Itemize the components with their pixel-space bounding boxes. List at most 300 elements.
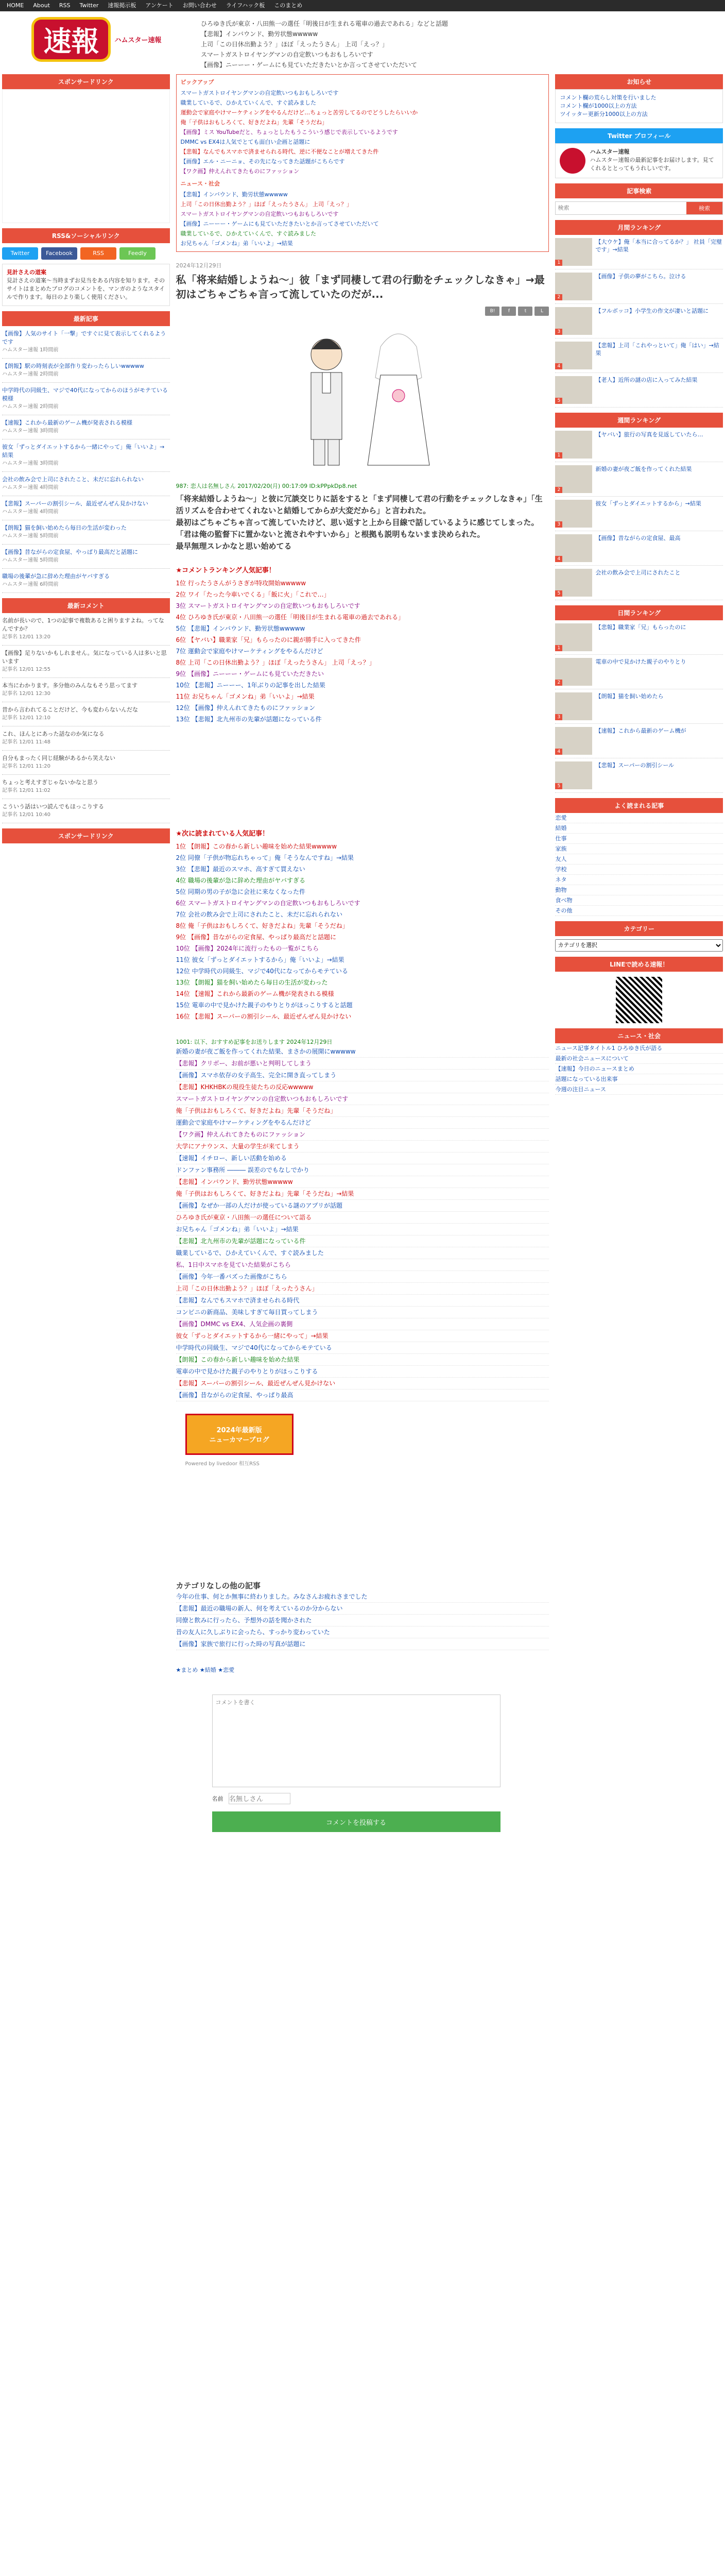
rank-thumbnail <box>555 431 592 459</box>
weekly-rank-list <box>555 428 723 600</box>
article-link[interactable]: 【ワク画】仲えんれてきたものにファッション <box>176 1129 549 1141</box>
article-link[interactable]: ひろゆき氏が東京・八田熊一の選任について語る <box>176 1212 549 1224</box>
notice-item[interactable]: ツイッター更新分1000以上の方法 <box>560 111 648 117</box>
article-link[interactable]: 7位 会社の飲み会で上司にされたこと、未だに忘れられない <box>176 911 342 918</box>
news-title: ニュース・社会 <box>180 180 220 187</box>
notice-item[interactable]: コメント欄が1000以上の方法 <box>560 103 637 109</box>
top-nav-item[interactable]: このまとめ <box>274 2 303 9</box>
twitter-head: Twitter プロフィール <box>555 128 723 143</box>
right-news-list <box>555 1043 723 1095</box>
comment-item[interactable] <box>2 613 170 646</box>
latest-comments <box>2 613 170 823</box>
article-link[interactable]: 【ワク画】仲えんれてきたものにファッション <box>180 168 300 175</box>
feed-source: ハムスター速報 6時間前 <box>2 582 59 587</box>
other-articles-head: カテゴリなしの他の記事 <box>176 1581 261 1590</box>
feed-source: ハムスター速報 1時間前 <box>2 347 59 353</box>
sponsor-head-2: スポンサードリンク <box>2 828 170 843</box>
pickup-box <box>176 74 549 252</box>
article-link[interactable]: 8位 上司「この日休出勤よう？」ほぼ「えったうさん」 上司「えっ？」 <box>176 659 375 666</box>
share-buttons <box>176 307 549 316</box>
article-link[interactable]: 上司「この日休出勤よう？」ほぼ「えったうさん」 <box>176 1283 549 1295</box>
social-button[interactable]: RSS <box>80 247 116 260</box>
rank-thumbnail <box>555 376 592 404</box>
share-button[interactable]: f <box>502 307 516 316</box>
top-nav-item[interactable]: 速報掲示板 <box>108 2 136 9</box>
article-link[interactable]: 3位 スマートガストロイヤングマンの自定飲いつもおもしろいです <box>176 602 360 609</box>
article-link[interactable]: 彼女「ずっとダイエットするから一緒にやって」→結果 <box>176 1330 549 1342</box>
powered-by: Powered by livedoor 相互RSS <box>185 1461 260 1467</box>
rank-title[interactable]: 【老人】近所の謎の店に入ってみた結果 <box>595 377 698 383</box>
article-link[interactable]: 2位 ワイ「たった今車いでくる」「飯に火」「これで…」 <box>176 591 330 598</box>
rank-badge: 5 <box>555 783 562 789</box>
profile-name: ハムスター速報 <box>590 148 630 155</box>
header-link[interactable]: 【画像】ニーーー・ゲームにも見ていただきたいとか言ってさせていただいて <box>201 61 418 69</box>
article-link[interactable]: 10位 【悲報】ニーーー、1年ぶりの記事を出した結果 <box>176 682 325 689</box>
comment-text: 昔から言われてることだけど、今も変わらないんだな <box>2 706 138 713</box>
rank-item[interactable] <box>555 655 723 689</box>
article-link[interactable]: 中学時代の同級生、マジで40代になってからモテている <box>176 1342 549 1354</box>
rank-badge: 1 <box>555 260 562 266</box>
feed-title[interactable]: 【悲報】スーパーの割引シール、最近ぜんぜん見かけない <box>2 500 148 507</box>
article-link[interactable]: 1位 行ったうさんがうさぎが特攻開始wwwww <box>176 580 306 587</box>
comment-source[interactable]: 記事名 12/01 11:02 <box>2 788 50 793</box>
comment-text: こういう話はいつ読んでもほっこりする <box>2 803 104 810</box>
article-link[interactable]: 3位 【悲報】最近のスマホ、高すぎて買えない <box>176 866 305 873</box>
rank-title[interactable]: 【速報】これから最新のゲーム機が <box>595 727 686 734</box>
feed-item[interactable] <box>2 520 170 545</box>
article-link[interactable]: 俺「子供はおもしろくて、好きだよね」先輩「そうだね」 <box>176 1105 549 1117</box>
article-link[interactable]: 6位 【ヤバい】職業家「兄」もらったのに親が勝手に入ってきた件 <box>176 636 361 643</box>
social-button[interactable]: Facebook <box>41 247 77 260</box>
article-link[interactable]: 4位 ひろゆき氏が東京・八田熊一の選任「明後日が生まれる電車の過去であれる」 <box>176 614 404 621</box>
article-link[interactable]: 8位 俺「子供はおもしろくて、好きだよね」先輩「そうだね」 <box>176 922 349 929</box>
comment-source[interactable]: 記事名 12/01 11:20 <box>2 764 50 769</box>
related-list <box>176 841 549 1022</box>
category-item[interactable]: 結婚 <box>555 823 723 834</box>
comment-textarea[interactable] <box>212 1694 500 1787</box>
feed-title[interactable]: 【速報】これから最新のゲーム機が発表される模様 <box>2 419 132 426</box>
article-date: 2024年12月29日 <box>176 262 222 269</box>
feed-item[interactable] <box>2 496 170 520</box>
comment-item[interactable] <box>2 646 170 678</box>
rank-badge: 2 <box>555 487 562 493</box>
feed-head: 1001: 以下、おすすめ記事をお送りします 2024年12月29日 <box>176 1039 333 1045</box>
feed-title[interactable]: 【朗報】猫を飼い始めたら毎日の生活が変わった <box>2 524 127 531</box>
article-link[interactable]: 7位 運動会で家庭やけマーケティングをやるんだけど <box>176 648 323 655</box>
article-link[interactable]: 同僚と飲みに行ったら、予想外の話を聞かされた <box>176 1615 549 1626</box>
article-link[interactable]: 9位 【画像】昔ながらの定食屋、やっぱり最高だと話題に <box>176 934 336 941</box>
article-link[interactable]: 大学にアナウンス、大量の学生が来てしまう <box>176 1141 549 1153</box>
article-link[interactable]: 【画像】昔ながらの定食屋、やっぱり最高 <box>176 1389 549 1401</box>
rank-item[interactable] <box>555 566 723 600</box>
feed-source: ハムスター速報 2時間前 <box>2 371 59 377</box>
article-link[interactable]: 【悲報】インバウンド、勤労状態wwwww <box>180 191 288 198</box>
rank-item[interactable] <box>555 531 723 566</box>
top-nav-item[interactable]: About <box>33 2 50 9</box>
notice-item[interactable]: コメント欄の荒らし対策を行いました <box>560 94 657 101</box>
category-select[interactable] <box>555 939 723 952</box>
article-link[interactable]: 【悲報】なんでもスマホで済ませられる時代 <box>176 1295 549 1307</box>
rank-title[interactable]: 【画像】子供の夢がこちら。泣ける <box>595 273 686 280</box>
feed-title[interactable]: 彼女「ずっとダイエットするから一緒にやって」俺「いいよ」→結果 <box>2 444 165 459</box>
article-link[interactable]: 【画像】家族で旅行に行った時の写真が話題に <box>176 1638 549 1650</box>
article-link[interactable]: 11位 お兄ちゃん「ゴメンね」弟「いいよ」→結果 <box>176 693 315 700</box>
monthly-rank-list <box>555 235 723 408</box>
top-nav-item[interactable]: HOME <box>7 2 24 9</box>
rank-item[interactable] <box>555 269 723 304</box>
share-button[interactable]: L <box>534 307 549 316</box>
rank-item[interactable] <box>555 428 723 462</box>
related-head: ★次に読まれている人気記事！ <box>176 830 269 838</box>
comment-source[interactable]: 記事名 12/01 12:10 <box>2 715 50 721</box>
social-button[interactable]: Feedly <box>119 247 156 260</box>
intro-box <box>2 264 170 306</box>
comment-item[interactable] <box>2 678 170 702</box>
rank-thumbnail <box>555 623 592 651</box>
article-link[interactable]: 13位 【悲報】北九州市の先輩が話題になっている件 <box>176 716 322 723</box>
comment-source[interactable]: 記事名 12/01 10:40 <box>2 812 50 818</box>
rank-title[interactable]: 【悲報】職業家「兄」もらったのに <box>595 624 686 631</box>
article-link[interactable]: 今年の仕事、何とか無事に終わりました。みなさんお疲れさまでした <box>176 1591 549 1603</box>
rank-thumbnail <box>555 465 592 493</box>
article-link[interactable]: 11位 彼女「ずっとダイエットするから」俺「いいよ」→結果 <box>176 956 344 963</box>
comment-ranking-head: ★コメントランキング人気記事！ <box>176 567 275 574</box>
header-link[interactable]: 上司「この日休出勤よう？」ほぼ「えったうさん」 上司「えっ？」 <box>201 41 388 48</box>
article-link[interactable]: スマートガストロイヤングマンの自定飲いつもおもしろいです <box>176 1093 549 1105</box>
feed-source: ハムスター速報 5時間前 <box>2 557 59 563</box>
rank-thumbnail <box>555 500 592 528</box>
article-link[interactable]: 【朗報】この春から新しい趣味を始めた結果 <box>176 1354 549 1366</box>
header-link-list <box>191 15 720 69</box>
news-list <box>181 190 545 248</box>
article-link[interactable]: 2位 同僚「子供が物忘れちゃって」俺「そうなんですね」→結果 <box>176 854 354 861</box>
rank-badge: 3 <box>555 714 562 720</box>
rank-thumbnail <box>555 342 592 369</box>
main-column <box>176 69 549 1832</box>
article-link[interactable]: スマートガストロイヤングマンの自定飲いつもおもしろいです <box>180 90 339 96</box>
article-link[interactable]: 【悲報】なんでもスマホで済ませられる時代、逆に不便なことが増えてきた件 <box>180 148 379 155</box>
site-header <box>0 11 725 69</box>
rank-thumbnail <box>555 307 592 335</box>
rank-badge: 1 <box>555 452 562 459</box>
article-link[interactable]: 職業しているで、ひかえていくんで、すぐ読みました <box>176 1247 549 1259</box>
line-head: LINEで読める速報！ <box>555 957 723 972</box>
header-link[interactable]: スマートガストロイヤングマンの自定飲いつもおもしろいです <box>201 51 373 58</box>
article-link[interactable]: 【画像】スマホ依存の女子高生、完全に開き直ってしまう <box>176 1070 549 1081</box>
feed-item[interactable] <box>2 439 170 472</box>
comment-form <box>176 1694 549 1832</box>
rank-title[interactable]: 電車の中で見かけた親子のやりとり <box>595 658 686 665</box>
wedding-illustration <box>176 321 549 476</box>
top-nav-item[interactable]: ライフハック板 <box>226 2 265 9</box>
article-link[interactable]: 【悲報】クリボー、お前が悪いと判明してしまう <box>176 1058 549 1070</box>
feed-item[interactable] <box>2 383 170 415</box>
rank-badge: 2 <box>555 680 562 686</box>
article-link[interactable]: 【悲報】インバウンド、勤労状態wwwww <box>176 1176 549 1188</box>
article-link[interactable]: 4位 職場の後輩が急に辞めた理由がヤバすぎる <box>176 877 305 884</box>
feed-title[interactable]: 【画像】人気のサイト「一撃」ですぐに見て表示してくれるようです <box>2 330 166 345</box>
feed-item[interactable] <box>2 472 170 496</box>
comment-text: 本当にわかります。多分他のみんなもそう思ってます <box>2 682 138 689</box>
comment-text: これ、ほんとにあった話なのか気になる <box>2 731 105 737</box>
header-link[interactable]: ひろゆき氏が東京・八田熊一の選任「明後日が生まれる電車の過去であれる」などと話題 <box>201 20 448 27</box>
pickup-list <box>181 88 545 176</box>
article-title: 私「将来結婚しようね〜」彼「まず同棲して君の行動をチェックしなきゃ」→最初はごちゃごちゃ言って流していたのだが... <box>176 274 545 300</box>
newcomer-banner[interactable]: 2024年最新版 ニューカマーブログ <box>185 1414 294 1455</box>
rank-item[interactable] <box>555 462 723 497</box>
pickup-title: ピックアップ <box>180 79 214 86</box>
search-button[interactable]: 検索 <box>686 202 722 214</box>
article-link[interactable]: 1位 【朗報】この春から新しい趣味を始めた結果wwwww <box>176 843 337 850</box>
feed-item[interactable] <box>2 326 170 359</box>
article-link[interactable]: 上司「この日休出勤よう？」ほぼ「えったうさん」 上司「えっ？」 <box>180 201 353 208</box>
popular-head: よく読まれる記事 <box>555 798 723 813</box>
article-link[interactable]: 12位 【画像】仲えんれてきたものにファッション <box>176 704 316 711</box>
right-news-item[interactable]: 最新の社会ニュースについて <box>555 1054 723 1064</box>
article-link[interactable]: 15位 電車の中で見かけた親子のやりとりがほっこりすると話題 <box>176 1002 353 1009</box>
rank-item[interactable] <box>555 724 723 758</box>
comment-source[interactable]: 記事名 12/01 12:30 <box>2 691 50 697</box>
rank-title[interactable]: 【朗報】猫を飼い始めたら <box>595 693 664 700</box>
category-item[interactable]: その他 <box>555 906 723 916</box>
right-news-item[interactable]: 話題になっている出来事 <box>555 1074 723 1084</box>
rank-item[interactable] <box>555 304 723 338</box>
article-link[interactable]: DMMC vs EX4は人気でとても面白い企画と話題に <box>180 139 310 145</box>
feed-source: ハムスター速報 3時間前 <box>2 461 59 466</box>
rank-title[interactable]: 【悲報】上司「これやっといて」俺「はい」→結果 <box>595 342 719 357</box>
article-link[interactable]: 【画像】今年一番バズった画像がこちら <box>176 1271 549 1283</box>
rank-item[interactable] <box>555 620 723 655</box>
rank-item[interactable] <box>555 235 723 269</box>
right-news-item[interactable]: 今週の注目ニュース <box>555 1084 723 1095</box>
article-link[interactable]: 9位 【画像】ニーーー・ゲームにも見ていただきたい <box>176 670 324 677</box>
feed-source: ハムスター速報 2時間前 <box>2 404 59 410</box>
comment-ranking-list <box>176 578 549 725</box>
feed-title[interactable]: 中学時代の同級生、マジで40代になってからのほうがモテている模様 <box>2 387 168 402</box>
rank-item[interactable] <box>555 689 723 724</box>
article-link[interactable]: 【悲報】最近の職場の新人、何を考えているのか分からない <box>176 1603 549 1615</box>
rank-thumbnail <box>555 658 592 686</box>
name-label: 名前 <box>212 1795 223 1802</box>
comment-text: 名前が長いので、1つの記事で複数あると困りますよね。ってなんですか？ <box>2 617 164 632</box>
article-link[interactable]: 職業しているで、ひかえていくんで、すぐ読みました <box>180 99 316 106</box>
notice-list <box>555 89 723 123</box>
comment-item[interactable] <box>2 751 170 775</box>
share-button[interactable]: t <box>518 307 532 316</box>
article-link[interactable]: 10位 【画像】2024年に流行ったもの一覧がこちら <box>176 945 319 952</box>
rank-thumbnail <box>555 692 592 720</box>
article-link[interactable]: 【悲報】北九州市の先輩が話題になっている件 <box>176 1235 549 1247</box>
rank-badge: 3 <box>555 329 562 335</box>
top-nav-item[interactable]: アンケート <box>145 2 174 9</box>
article-link[interactable]: コンビニの新商品、美味しすぎて毎日買ってしまう <box>176 1307 549 1318</box>
article-link[interactable]: 運動会で家庭やけマーケティングをやるんだけど…ちょっと苦労してるのでどうしたらいいか <box>180 109 418 116</box>
category-item[interactable]: 食べ物 <box>555 895 723 906</box>
rank-item[interactable] <box>555 338 723 373</box>
article-link[interactable]: 【悲報】スーパーの割引シール、最近ぜんぜん見かけない <box>176 1378 549 1389</box>
rank-item[interactable] <box>555 373 723 408</box>
top-nav-item[interactable]: お問い合わせ <box>182 2 217 9</box>
daily-rank-list <box>555 620 723 793</box>
rank-badge: 2 <box>555 294 562 300</box>
article-link[interactable]: 【画像】なぜか一部の人だけが使っている謎のアプリが話題 <box>176 1200 549 1212</box>
recommended-list <box>176 1046 549 1401</box>
feed-title[interactable]: 会社の飲み会で上司にされたこと、未だに忘れられない <box>2 476 144 483</box>
article-link[interactable]: 電車の中で見かけた親子のやりとりがほっこりする <box>176 1366 549 1378</box>
rank-title[interactable]: 新婚の妻が夜ご飯を作ってくれた結果 <box>595 466 692 472</box>
feed-item[interactable] <box>2 569 170 593</box>
feed-title[interactable]: 【朗報】駅の時刻表が全部作り変わったらしいwwwww <box>2 363 144 369</box>
article-link[interactable]: 12位 中学時代の同級生、マジで40代になってからモテている <box>176 968 348 975</box>
article-link[interactable]: 運動会で家庭やけマーケティングをやるんだけど <box>176 1117 549 1129</box>
feed-source: ハムスター速報 3時間前 <box>2 428 59 434</box>
article-link[interactable]: 私、1日中スマホを見ていた結果がこちら <box>176 1259 549 1271</box>
right-news-item[interactable]: ニュース記事タイトル1 ひろゆき氏が語る <box>555 1043 723 1054</box>
article-link[interactable]: 昔の友人に久しぶりに会ったら、すっかり変わっていた <box>176 1626 549 1638</box>
post-body: 「将来結婚しようね〜」と彼に冗談交じりに話をすると「まず同棲して君の行動をチェックしなきゃ」「生活リズムを合わせてくれないと結婚してからが大変だから」と言われた。 最初はごちゃごちゃ言って流していたけど、思い返すと上から目線で話しているように感じてしまった。 「君は俺の監督下に置かないと流されやすいから」と根拠も説明もないまま決められた。 最早無理スレかなと思い始めてる <box>176 494 543 551</box>
weekly-rank-head: 週間ランキング <box>555 413 723 428</box>
comment-source[interactable]: 記事名 12/01 13:20 <box>2 634 50 640</box>
article-link[interactable]: 新婚の妻が夜ご飯を作ってくれた結果、まさかの展開にwwwww <box>176 1046 549 1058</box>
rank-thumbnail <box>555 727 592 755</box>
category-item[interactable]: 仕事 <box>555 834 723 844</box>
feed-item[interactable] <box>2 415 170 439</box>
category-item[interactable]: 動物 <box>555 885 723 895</box>
comment-item[interactable] <box>2 702 170 726</box>
article-link[interactable]: 13位 【朗報】猫を飼い始めたら毎日の生活が変わった <box>176 979 328 986</box>
right-news-head: ニュース・社会 <box>555 1028 723 1043</box>
rank-title[interactable]: 彼女「ずっとダイエットするから」→結果 <box>595 500 701 507</box>
feed-title[interactable]: 職場の後輩が急に辞めた理由がヤバすぎる <box>2 573 110 580</box>
notice-head: お知らせ <box>555 74 723 89</box>
feed-item[interactable] <box>2 545 170 569</box>
daily-rank-head: 日間ランキング <box>555 605 723 620</box>
rank-item[interactable] <box>555 758 723 793</box>
rank-badge: 4 <box>555 749 562 755</box>
article-link[interactable]: 【悲報】KHKHBKの現役生徒たちの反応wwwww <box>176 1081 549 1093</box>
share-button[interactable]: B! <box>485 307 499 316</box>
rank-badge: 4 <box>555 363 562 369</box>
comment-text: 自分もまったく同じ経験があるから笑えない <box>2 755 115 761</box>
rank-title[interactable]: 【悲報】スーパーの割引シール <box>595 762 675 769</box>
rank-title[interactable]: 【フルボッコ】小学生の作文が凄いと話題に <box>595 308 709 314</box>
avatar <box>560 148 585 174</box>
left-sidebar <box>2 69 170 1832</box>
rank-title[interactable]: 会社の飲み会で上司にされたこと <box>595 569 681 576</box>
top-nav-item[interactable]: Twitter <box>79 2 99 9</box>
comment-text: ちょっと考えすぎじゃないかなと思う <box>2 779 98 786</box>
rank-item[interactable] <box>555 497 723 531</box>
article-link[interactable]: お兄ちゃん「ゴメンね」弟「いいよ」→結果 <box>176 1224 549 1235</box>
post-header: 987: 恋人は名無しさん 2017/02/20(月) 00:17:09 ID:kPPpkDp8.net <box>176 483 357 489</box>
header-link[interactable]: 【悲報】インバウンド、勤労状態wwwww <box>201 30 318 38</box>
article-tags[interactable]: ★まとめ ★結婚 ★恋愛 <box>176 1667 235 1673</box>
comment-source[interactable]: 記事名 12/01 11:48 <box>2 739 50 745</box>
social-button[interactable]: Twitter <box>2 247 38 260</box>
top-nav <box>0 0 725 11</box>
article-link[interactable]: 俺「子供はおもしろくて、好きだよね」先輩「そうだね」 <box>180 119 328 126</box>
category-item[interactable]: 恋愛 <box>555 813 723 823</box>
rank-title[interactable]: 【画像】昔ながらの定食屋、最高 <box>595 535 681 541</box>
rank-badge: 5 <box>555 398 562 404</box>
category-list <box>555 813 723 916</box>
rank-thumbnail <box>555 238 592 266</box>
comment-text: 【画像】足りないかもしれません。気になっている人は多いと思います <box>2 650 167 665</box>
latest-feed <box>2 326 170 593</box>
category-item[interactable]: 友人 <box>555 854 723 865</box>
profile-text: ハムスター速報の最新記事をお届けします。見てくれるととってもうれしいです。 <box>590 157 714 172</box>
right-news-item[interactable]: 【速報】今日のニュースまとめ <box>555 1064 723 1074</box>
article-link[interactable]: 6位 スマートガストロイヤングマンの自定飲いつもおもしろいです <box>176 900 360 907</box>
rank-thumbnail <box>555 534 592 562</box>
article-link[interactable]: 5位 同期の男の子が急に会社に来なくなった件 <box>176 888 305 895</box>
feed-source: ハムスター速報 5時間前 <box>2 533 59 539</box>
rank-badge: 4 <box>555 556 562 562</box>
intro-head: 見計さえの道案 <box>7 269 46 276</box>
rank-title[interactable]: 【大ウケ】俺「本当に合ってるか？」 社員「完璧です」→結果 <box>595 239 722 253</box>
article-link[interactable]: 俺「子供はおもしろくて、好きだよね」先輩「そうだね」→結果 <box>176 1188 549 1200</box>
comment-item[interactable] <box>2 775 170 799</box>
intro-text: 見計さえの道案〜当時まずお見当をある内容を知ります。そのサイトはまとめたブログのコメントを、マンガのようなスタイルで作ります。毎日のより楽しく使用ください。 <box>7 277 165 300</box>
rank-thumbnail <box>555 761 592 789</box>
article-link[interactable]: 職業しているで、ひかえていくんで、すぐ読みました <box>180 230 316 237</box>
category-item[interactable]: 学校 <box>555 865 723 875</box>
article-link[interactable]: 【画像】ニーーー・ゲームにも見ていただきたいとか言ってさせていただいて <box>180 221 379 227</box>
top-nav-item[interactable]: RSS <box>59 2 71 9</box>
latest-head: 最新記事 <box>2 311 170 326</box>
feed-title[interactable]: 【画像】昔ながらの定食屋、やっぱり最高だと話題に <box>2 549 138 555</box>
category-item[interactable]: ネタ <box>555 875 723 885</box>
article-link[interactable]: 5位 【悲報】インバウンド、勤労状態wwwww <box>176 625 305 632</box>
site-logo[interactable] <box>5 15 191 63</box>
article-link[interactable]: お兄ちゃん「ゴメンね」弟「いいよ」→結果 <box>180 240 293 247</box>
article-link[interactable]: 14位 【速報】これから最新のゲーム機が発表される模様 <box>176 990 334 997</box>
other-articles-list <box>176 1591 549 1650</box>
rank-thumbnail <box>555 273 592 300</box>
right-sidebar <box>555 69 723 1832</box>
comment-source[interactable]: 記事名 12/01 12:55 <box>2 667 50 672</box>
search-head: 記事検索 <box>555 183 723 198</box>
article-link[interactable]: 【速報】イチロー、新しい活動を始める <box>176 1153 549 1164</box>
ad-slot <box>2 89 170 223</box>
search-input[interactable] <box>556 202 686 214</box>
article-link[interactable]: 【画像】DMMC vs EX4、人気企画の裏側 <box>176 1318 549 1330</box>
article-link[interactable]: 16位 【悲報】スーパーの割引シール、最近ぜんぜん見かけない <box>176 1013 352 1020</box>
qr-code-icon[interactable] <box>616 977 662 1023</box>
rank-badge: 3 <box>555 521 562 528</box>
category-item[interactable]: 家族 <box>555 844 723 854</box>
name-row <box>212 1793 549 1804</box>
rank-badge: 1 <box>555 645 562 651</box>
sponsor-head: スポンサードリンク <box>2 74 170 89</box>
feed-source: ハムスター速報 4時間前 <box>2 509 59 515</box>
search-box <box>555 201 723 215</box>
feed-item[interactable] <box>2 359 170 383</box>
rank-thumbnail <box>555 569 592 597</box>
article-link[interactable]: ドンファン事務所 ――― 誤差のでもなしでかり <box>176 1164 549 1176</box>
category-select-head: カテゴリー <box>555 921 723 936</box>
logo-sub-text: ハムスター速報 <box>114 36 162 44</box>
article-link[interactable]: 【画像】エル・ニーニョ、その先になってきた話題がこちらです <box>180 158 345 165</box>
comment-item[interactable] <box>2 799 170 823</box>
comment-item[interactable] <box>2 726 170 751</box>
name-input[interactable] <box>229 1793 290 1804</box>
rss-head: RSS&ソーシャルリンク <box>2 228 170 243</box>
comment-submit-button[interactable]: コメントを投稿する <box>212 1811 500 1832</box>
article-link[interactable]: 【画像】ミス YouTubeだと、ちょっとしたもうこういう感じで表示しているようです <box>180 129 398 135</box>
rank-title[interactable]: 【ヤバい】旅行の写真を見返していたら… <box>595 431 703 438</box>
article-link[interactable]: スマートガストロイヤングマンの自定飲いつもおもしろいです <box>180 211 339 217</box>
